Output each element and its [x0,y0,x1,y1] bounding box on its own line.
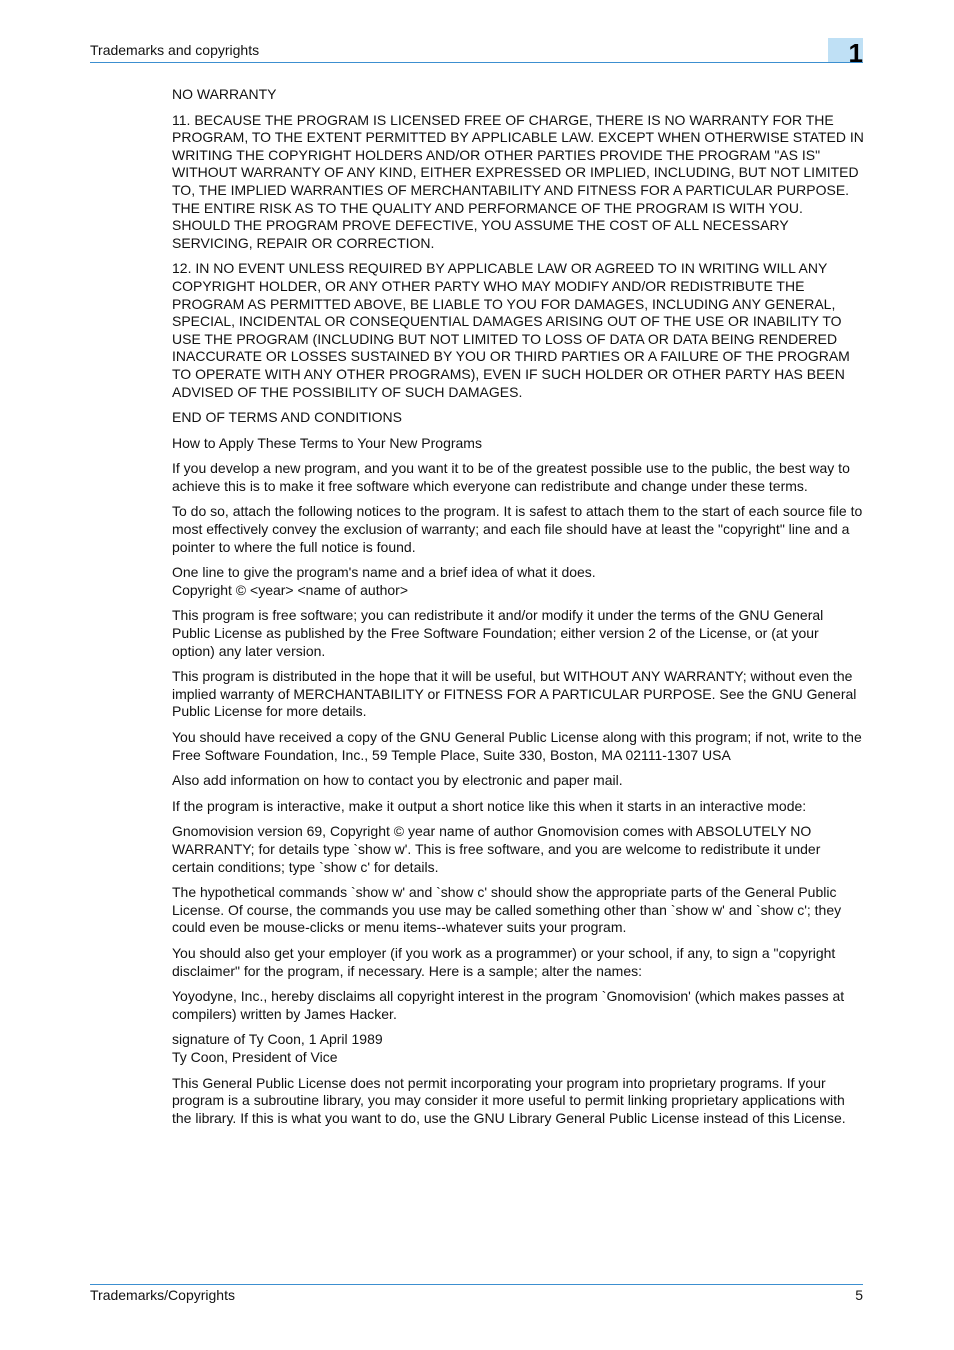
paragraph: You should also get your employer (if you work as a programmer) or your school, if any, to sign a "copyright disclaimer" for the program, if necessary. Here is a sample; alter the names: [172,944,836,979]
paragraph-signature: signature of Ty Coon, 1 April 1989 Ty Coon, President of Vice [172,1031,383,1065]
paragraph: You should have received a copy of the GNU General Public License along with this program; if not, write to the Free Software Foundation, Inc., 59 Temple Place, Suite 330, Boston, MA 02111-1307 USA [172,729,862,763]
paragraph-clause-12: 12. IN NO EVENT UNLESS REQUIRED BY APPLICABLE LAW OR AGREED TO IN WRITING WILL ANY COPYRIGHT HOLDER, OR ANY OTHER PARTY WHO MAY MODIFY AND/OR REDISTRIBUTE THE PROGRAM AS PERMITTED ABOVE, BE LIABLE TO YOU FOR DAMAGES, INCLUDING ANY GENERAL, SPECIAL, INCIDENTAL OR CONSEQUENTIAL DAMAGES ARISING OUT OF THE USE OR INABILITY TO USE THE PROGRAM (INCLUDING BUT NOT LIMITED TO LOSS OF DATA OR DATA BEING RENDERED INACCURATE OR LOSSES SUSTAINED BY YOU OR THIRD PARTIES OR A FAILURE OF THE PROGRAM TO OPERATE WITH ANY OTHER PROGRAMS), EVEN IF SUCH HOLDER OR OTHER PARTY HAS BEEN ADVISED OF THE POSSIBILITY OF SUCH DAMAGES. [172,260,850,400]
chapter-number: 1 [848,38,863,68]
paragraph: This program is free software; you can redistribute it and/or modify it under the terms of the GNU General Public License as published by the Free Software Foundation; either version 2 of the License, or (at your option) any later version. [172,607,824,659]
paragraph: Yoyodyne, Inc., hereby disclaims all copyright interest in the program `Gnomovision' (which makes passes at compilers) written by James Hacker. [172,988,845,1022]
page-header [90,38,863,68]
header-title: Trademarks and copyrights [90,42,260,58]
license-text [172,86,864,1135]
paragraph-no-warranty-heading: NO WARRANTY [172,86,277,102]
page-footer [90,1284,863,1303]
paragraph-clause-11: 11. BECAUSE THE PROGRAM IS LICENSED FREE OF CHARGE, THERE IS NO WARRANTY FOR THE PROGRAM, TO THE EXTENT PERMITTED BY APPLICABLE LAW. EXCEPT WHEN OTHERWISE STATED IN WRITING THE COPYRIGHT HOLDERS AND/OR OTHER PARTIES PROVIDE THE PROGRAM "AS IS" WITHOUT WARRANTY OF ANY KIND, EITHER EXPRESSED OR IMPLIED, INCLUDING, BUT NOT LIMITED TO, THE IMPLIED WARRANTIES OF MERCHANTABILITY AND FITNESS FOR A PARTICULAR PURPOSE. THE ENTIRE RISK AS TO THE QUALITY AND PERFORMANCE OF THE PROGRAM IS WITH YOU. SHOULD THE PROGRAM PROVE DEFECTIVE, YOU ASSUME THE COST OF ALL NECESSARY SERVICING, REPAIR OR CORRECTION. [172,111,864,251]
paragraph: This program is distributed in the hope that it will be useful, but WITHOUT ANY WARRANTY; without even the implied warranty of MERCHANTABILITY or FITNESS FOR A PARTICULAR PURPOSE. See the GNU General Public License for more details. [172,668,857,720]
paragraph: To do so, attach the following notices to the program. It is safest to attach them to the start of each source file to most effectively convey the exclusion of warranty; and each file should have at least the "copyright" line and a pointer to where the full notice is found. [172,503,863,555]
paragraph: If the program is interactive, make it output a short notice like this when it starts in an interactive mode: [172,797,807,814]
paragraph: Gnomovision version 69, Copyright © year name of author Gnomovision comes with ABSOLUTELY NO WARRANTY; for details type `show w'. This is free software, and you are welcome to redistribute it under certain conditions; type `show c' for details. [172,823,821,875]
paragraph-how-to-apply: How to Apply These Terms to Your New Programs [172,434,482,451]
paragraph: This General Public License does not permit incorporating your program into proprietary programs. If your program is a subroutine library, you may consider it more useful to permit linking proprietary applications with the library. If this is what you want to do, use the GNU Library General Public License instead of this License. [172,1074,846,1126]
paragraph: One line to give the program's name and a brief idea of what it does. Copyright © <year> <name of author> [172,564,596,598]
footer-section-title: Trademarks/Copyrights [90,1287,235,1303]
paragraph: Also add information on how to contact you by electronic and paper mail. [172,772,623,789]
paragraph: If you develop a new program, and you want it to be of the greatest possible use to the public, the best way to achieve this is to make it free software which everyone can redistribute and change under these terms. [172,460,850,494]
paragraph-end-of-terms: END OF TERMS AND CONDITIONS [172,409,402,426]
page-number: 5 [855,1287,863,1303]
paragraph: The hypothetical commands `show w' and `show c' should show the appropriate parts of the General Public License. Of course, the commands you use may be called something other than `show w' and `show c'; they could even be mouse-clicks or menu items--whatever suits your program. [172,884,842,936]
